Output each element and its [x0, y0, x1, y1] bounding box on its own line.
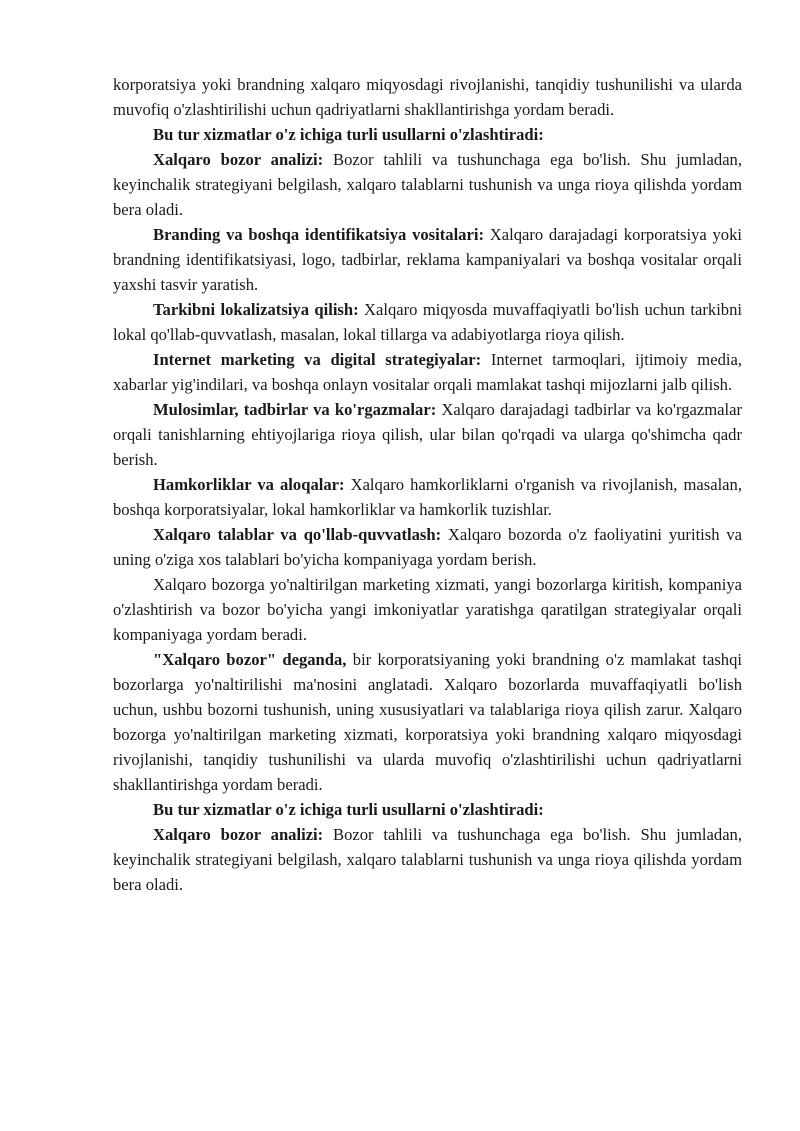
- paragraph-heading: [113, 122, 742, 147]
- paragraph-text: Xalqaro darajadagi tadbirlar va ko'rgazmalar orqali tanishlarning ehtiyojlariga rioya qilish, ular bilan qo'rqadi va ularga qo'shimcha qadr berish.: [113, 400, 742, 469]
- paragraph-term: Hamkorliklar va aloqalar:: [153, 475, 345, 494]
- paragraph-term: Bu tur xizmatlar o'z ichiga turli usullarni o'zlashtiradi:: [153, 800, 544, 819]
- paragraph-term: Xalqaro bozor analizi:: [153, 825, 324, 844]
- paragraph-term: Mulosimlar, tadbirlar va ko'rgazmalar:: [153, 400, 437, 419]
- paragraph-term: Bu tur xizmatlar o'z ichiga turli usullarni o'zlashtiradi:: [153, 125, 544, 144]
- paragraph-market-analysis: [113, 822, 742, 897]
- paragraph-term: Xalqaro talablar va qo'llab-quvvatlash:: [153, 525, 442, 544]
- document-page: [113, 72, 742, 897]
- paragraph-internet-marketing: [113, 347, 742, 397]
- paragraph-events: [113, 397, 742, 472]
- paragraph-partnerships: [113, 472, 742, 522]
- paragraph-text: Xalqaro hamkorliklarni o'rganish va rivojlanish, masalan, boshqa korporatsiyalar, lokal hamkorliklar va hamkorlik tuzishlar.: [113, 475, 742, 519]
- paragraph-text: Xalqaro bozorga yo'naltirilgan marketing xizmati, yangi bozorlarga kiritish, kompaniya o'zlashtirish va bozor bo'yicha yangi imkoniyatlar yaratishga qaratilgan strategiyalar orqali kompaniyaga yordam beradi.: [113, 575, 742, 644]
- paragraph-term: Internet marketing va digital strategiyalar:: [153, 350, 482, 369]
- paragraph-definition: [113, 647, 742, 797]
- paragraph-localization: [113, 297, 742, 347]
- paragraph-marketing-service: [113, 572, 742, 647]
- paragraph-requirements: [113, 522, 742, 572]
- paragraph-text: bir korporatsiyaning yoki brandning o'z mamlakat tashqi bozorlarga yo'naltirilishi ma'nosini anglatadi. Xalqaro bozorlarda muvaffaqiyatli bo'lish uchun, ushbu bozorni tushunish, uning xususiyatlari va talablariga rioya qilish zarur. Xalqaro bozorga yo'naltirilgan marketing xizmati, korporatsiya yoki brandning xalqaro miqyosdagi rivojlanishi, tanqidiy tushunilishi va ularda muvofiq o'zlashtirilishi uchun qadriyatlarni shakllantirishga yordam beradi.: [113, 650, 742, 794]
- paragraph-text: Bozor tahlili va tushunchaga ega bo'lish. Shu jumladan, keyinchalik strategiyani belgilash, xalqaro talablarni tushunish va unga rioya qilishda yordam bera oladi.: [113, 150, 743, 219]
- paragraph-text: korporatsiya yoki brandning xalqaro miqyosdagi rivojlanishi, tanqidiy tushunilishi va ularda muvofiq o'zlashtirilishi uchun qadriyatlarni shakllantirishga yordam beradi.: [113, 75, 742, 119]
- paragraph-text: Internet tarmoqlari, ijtimoiy media, xabarlar yig'indilari, va boshqa onlayn vositalar orqali mamlakat tashqi mijozlarni jalb qilish.: [113, 350, 742, 394]
- paragraph-term: Xalqaro bozor analizi:: [153, 150, 324, 169]
- paragraph-text: Bozor tahlili va tushunchaga ega bo'lish. Shu jumladan, keyinchalik strategiyani belgilash, xalqaro talablarni tushunish va unga rioya qilishda yordam bera oladi.: [113, 825, 743, 894]
- paragraph-term: Branding va boshqa identifikatsiya vositalari:: [153, 225, 484, 244]
- paragraph-continuation: [113, 72, 742, 122]
- paragraph-term: "Xalqaro bozor" deganda,: [153, 650, 347, 669]
- paragraph-market-analysis: [113, 147, 742, 222]
- paragraph-branding: [113, 222, 742, 297]
- paragraph-text: Xalqaro miqyosda muvaffaqiyatli bo'lish uchun tarkibni lokal qo'llab-quvvatlash, masalan, lokal tillarga va adabiyotlarga rioya qilish.: [113, 300, 743, 344]
- paragraph-term: Tarkibni lokalizatsiya qilish:: [153, 300, 359, 319]
- paragraph-heading: [113, 797, 742, 822]
- paragraph-text: Xalqaro bozorda o'z faoliyatini yuritish va uning o'ziga xos talablari bo'yicha kompaniyaga yordam berish.: [113, 525, 742, 569]
- paragraph-text: Xalqaro darajadagi korporatsiya yoki brandning identifikatsiyasi, logo, tadbirlar, reklama kampaniyalari va boshqa vositalar orqali yaxshi tasvir yaratish.: [113, 225, 742, 294]
